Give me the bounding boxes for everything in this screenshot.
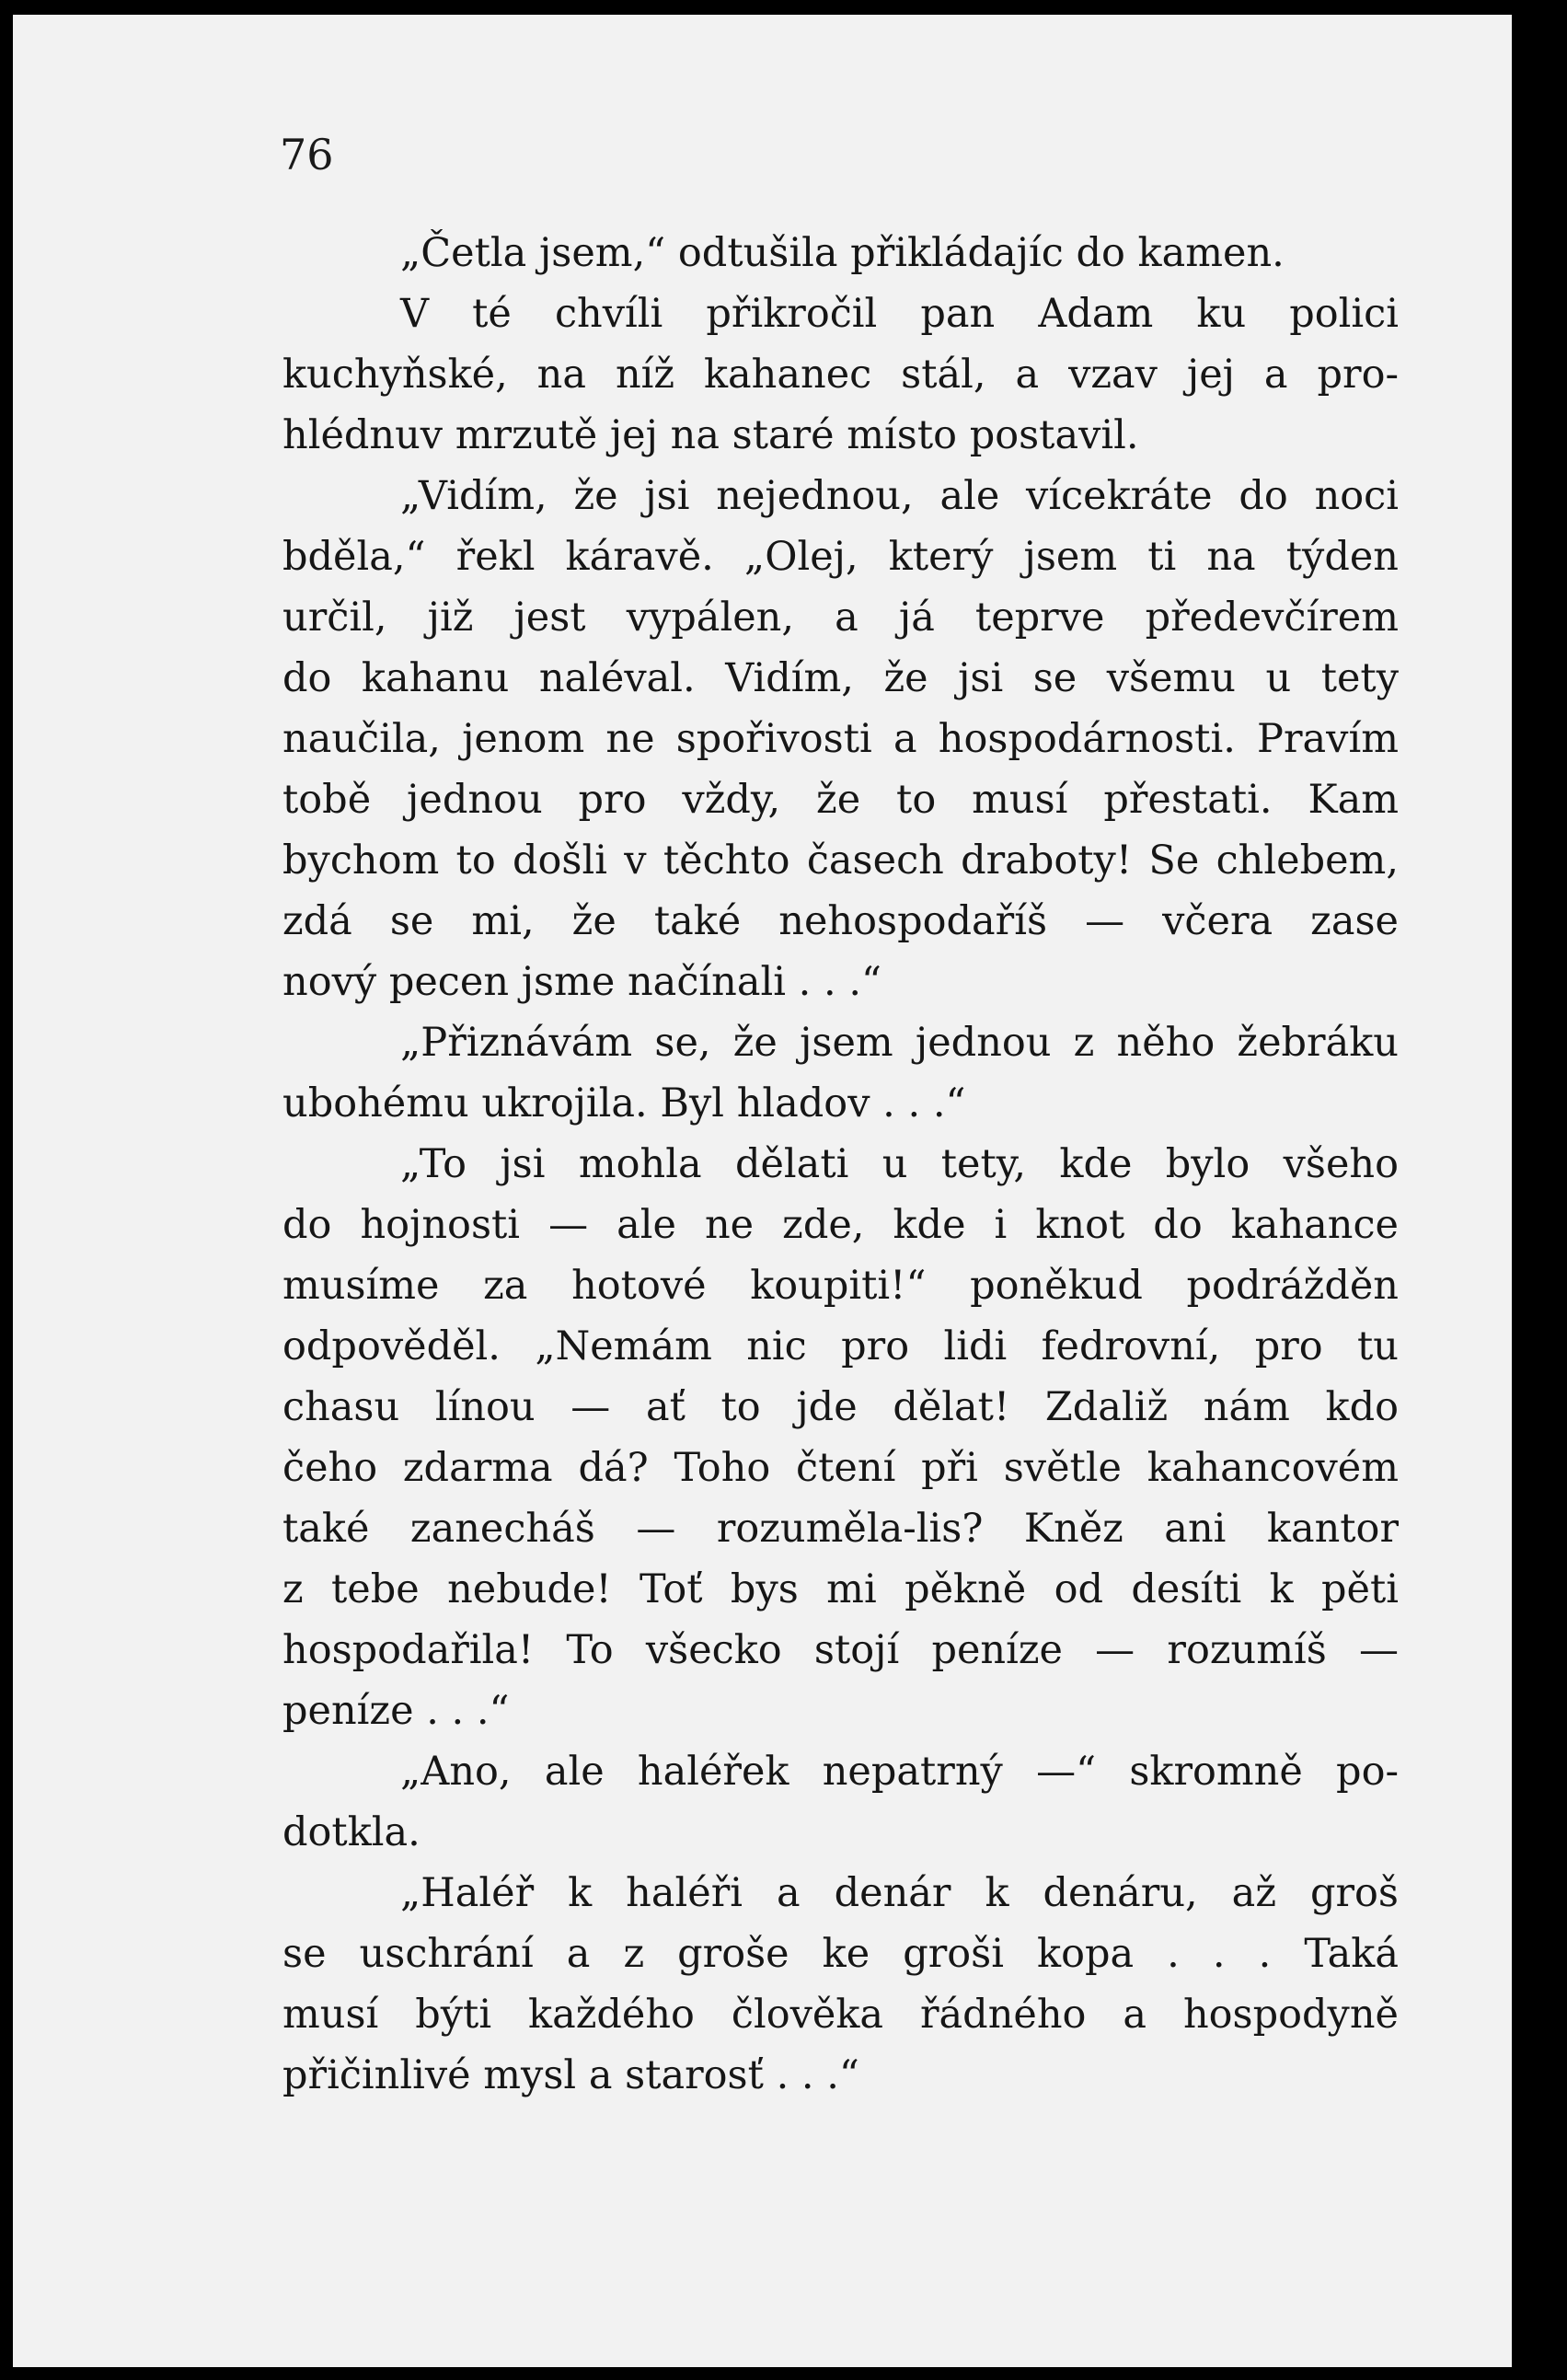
- text-line: do kahanu naléval. Vidím, že jsi se všemu u tety: [282, 655, 1399, 701]
- text-line: musí býti každého člověka řádného a hospodyně: [282, 1992, 1399, 2038]
- text-line: hospodařila! To všecko stojí peníze — rozumíš —: [282, 1627, 1399, 1673]
- text-line: tobě jednou pro vždy, že to musí přestati. Kam: [282, 777, 1399, 823]
- text-line: „Ano, ale haléřek nepatrný —“ skromně po-: [400, 1749, 1399, 1795]
- book-page: [13, 15, 1512, 2367]
- text-line: také zanecháš — rozuměla-lis? Kněz ani kantor: [282, 1506, 1399, 1552]
- text-line: zdá se mi, že také nehospodaříš — včera zase: [282, 898, 1399, 944]
- text-line: hlédnuv mrzutě jej na staré místo postavil.: [282, 412, 1139, 458]
- text-line: se uschrání a z groše ke groši kopa . . . Taká: [282, 1931, 1399, 1977]
- body-text: [282, 223, 1399, 2106]
- text-line: „Četla jsem,“ odtušila přikládajíc do kamen.: [400, 230, 1285, 276]
- text-line: odpověděl. „Nemám nic pro lidi fedrovní, pro tu: [282, 1323, 1399, 1369]
- text-line: dotkla.: [282, 1809, 421, 1855]
- text-line: „To jsi mohla dělati u tety, kde bylo všeho: [400, 1141, 1399, 1187]
- text-line: nový pecen jsme načínali . . .“: [282, 959, 881, 1005]
- text-line: peníze . . .“: [282, 1688, 510, 1734]
- text-line: určil, již jest vypálen, a já teprve předevčírem: [282, 595, 1399, 641]
- text-line: přičinlivé mysl a starosť . . .“: [282, 2052, 859, 2098]
- text-line: z tebe nebude! Toť bys mi pěkně od desíti k pěti: [282, 1566, 1399, 1612]
- text-line: musíme za hotové koupiti!“ poněkud podrážděn: [282, 1263, 1399, 1309]
- text-line: bděla,“ řekl káravě. „Olej, který jsem ti na týden: [282, 534, 1399, 580]
- text-line: kuchyňské, na níž kahanec stál, a vzav jej a pro-: [282, 352, 1399, 398]
- text-line: „Haléř k haléři a denár k denáru, až groš: [400, 1870, 1399, 1916]
- text-line: „Vidím, že jsi nejednou, ale vícekráte do noci: [400, 473, 1399, 519]
- text-line: chasu línou — ať to jde dělat! Zdaliž nám kdo: [282, 1384, 1399, 1430]
- text-line: čeho zdarma dá? Toho čtení při světle kahancovém: [282, 1445, 1399, 1491]
- text-line: bychom to došli v těchto časech draboty! Se chlebem,: [282, 838, 1399, 884]
- text-line: do hojnosti — ale ne zde, kde i knot do kahance: [282, 1202, 1399, 1248]
- text-line: naučila, jenom ne spořivosti a hospodárnosti. Pravím: [282, 716, 1399, 762]
- text-line: ubohému ukrojila. Byl hladov . . .“: [282, 1080, 966, 1126]
- text-line: V té chvíli přikročil pan Adam ku polici: [400, 291, 1399, 337]
- page-number: 76: [280, 130, 334, 179]
- text-line: „Přiznávám se, že jsem jednou z něho žebráku: [400, 1020, 1399, 1066]
